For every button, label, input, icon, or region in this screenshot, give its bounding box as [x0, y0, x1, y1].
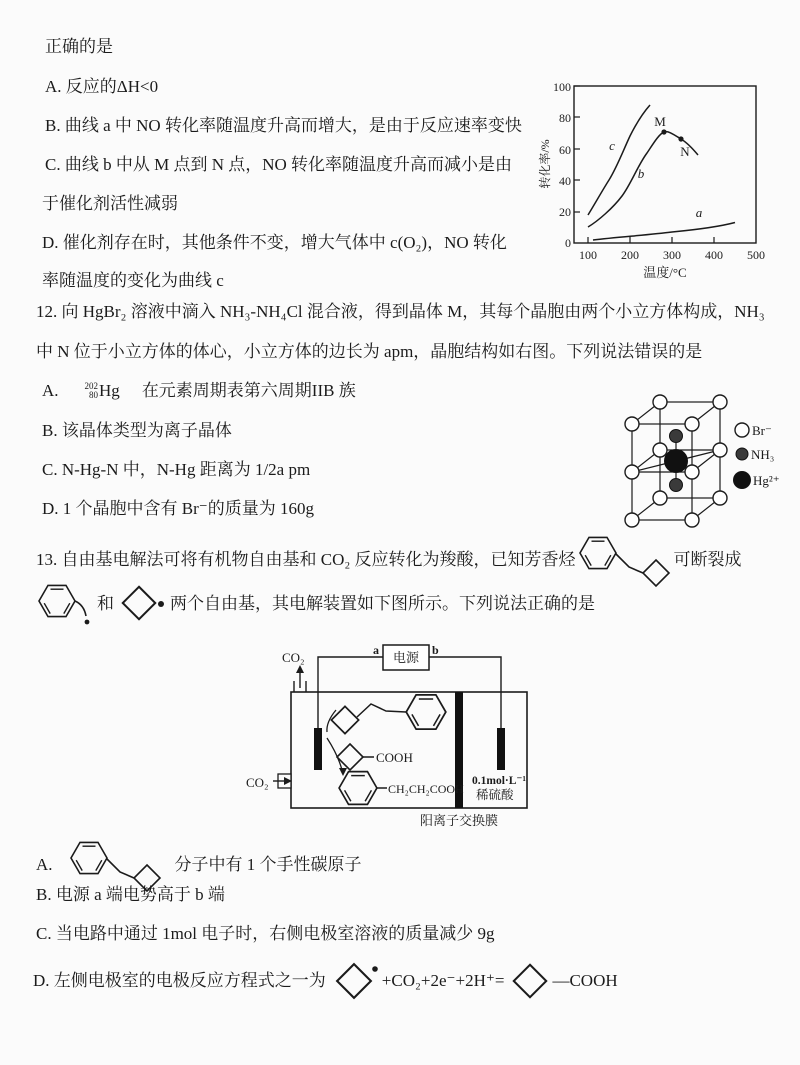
cyclobutyl-radical-structure	[114, 581, 170, 627]
molecule-arene	[331, 695, 445, 734]
isotope-symbol: Hg	[99, 381, 120, 401]
point-N-label: N	[680, 144, 690, 159]
svg-text:300: 300	[663, 248, 681, 262]
svg-text:40: 40	[559, 174, 571, 188]
curve-c	[588, 105, 650, 215]
molecule-phenyl-propanoic	[339, 772, 464, 805]
q13-a-text: 分子中有 1 个手性碳原子	[174, 855, 362, 875]
electrolysis-diagram	[240, 640, 575, 840]
legend-nh3-label: NH₃	[751, 447, 775, 462]
acid-name-label: 稀硫酸	[476, 788, 514, 802]
optD-product-structure	[508, 958, 552, 1004]
legend-nh3-icon	[736, 448, 748, 460]
svg-text:400: 400	[705, 248, 723, 262]
q12-option-a	[42, 379, 356, 403]
co2-outlet-arrowhead	[296, 665, 304, 673]
x-tick-labels	[579, 248, 765, 262]
nh3-atom-top	[670, 430, 683, 443]
point-N-dot	[678, 136, 683, 141]
q13-line2-post: 两个自由基，其电解装置如下图所示。下列说法正确的是	[170, 594, 595, 614]
legend-hg-label: Hg²⁺	[753, 473, 780, 488]
point-M-label: M	[654, 114, 666, 129]
right-electrode	[497, 728, 505, 770]
q13-and: 和	[97, 594, 114, 614]
hg-atom	[664, 449, 688, 473]
hg-isotope	[85, 380, 120, 401]
svg-text:60: 60	[559, 143, 571, 157]
q13-option-c: C. 当电路中通过 1mol 电子时，右侧电极室溶液的质量减少 9g	[36, 924, 495, 943]
wire-left	[318, 657, 383, 730]
chart-xlabel: 温度/°C	[643, 265, 687, 280]
q11-option-b: B. 曲线 a 中 NO 转化率随温度升高而增大，是由于反应速率变快	[45, 116, 522, 135]
curve-a-label: a	[695, 205, 703, 220]
q11-option-a: A. 反应的ΔH<0	[45, 77, 159, 96]
q11-option-c-line1: C. 曲线 b 中从 M 点到 N 点，NO 转化率随温度升高而减小是由	[45, 155, 513, 174]
isotope-number: 80	[89, 390, 99, 400]
q12-a-text: 在元素周期表第六周期IIB 族	[141, 381, 356, 401]
svg-text:200: 200	[621, 248, 639, 262]
q11-option-c-line2: 于催化剂活性减弱	[42, 194, 178, 213]
q13-a-label: A.	[36, 855, 53, 875]
chart-ylabel: 转化率/%	[538, 139, 552, 189]
svg-text:0: 0	[565, 236, 571, 250]
terminal-b-label: b	[432, 643, 439, 657]
q12-option-d: D. 1 个晶胞中含有 Br⁻的质量为 160g	[42, 499, 314, 518]
q12-a-label: A.	[42, 381, 59, 401]
q12-line1: 12. 向 HgBr₂ 溶液中滴入 NH₃-NH₄Cl 混合液，得到晶体 M，其每个晶胞由两个小立方体构成，NH₃	[36, 302, 765, 321]
membrane-label: 阳离子交换膜	[419, 813, 499, 828]
q12-option-b: B. 该晶体类型为离子晶体	[42, 421, 232, 440]
nh3-atom-bottom	[670, 479, 683, 492]
cooh-label: COOH	[376, 750, 413, 765]
svg-text:100: 100	[553, 80, 571, 94]
q13-d-cooh: —COOH	[552, 971, 618, 991]
chain-cooh-label: CH₂CH₂COOH	[388, 782, 464, 796]
q13-option-b: B. 电源 a 端电势高于 b 端	[36, 885, 225, 904]
legend-hg-icon	[733, 471, 751, 489]
molecule-cyclobutane-cooh	[337, 744, 413, 770]
crystal-cell-diagram	[612, 390, 800, 530]
co2-inlet-label: CO₂	[246, 775, 269, 790]
terminal-a-label: a	[373, 643, 379, 657]
svg-text:20: 20	[559, 205, 571, 219]
q11-option-d-line1: D. 催化剂存在时，其他条件不变，增大气体中 c(O₂)，NO 转化	[42, 233, 507, 252]
q12-line2: 中 N 位于小立方体的体心，小立方体的边长为 apm，晶胞结构如右图。下列说法错误的是	[36, 342, 703, 361]
power-supply-label: 电源	[392, 650, 420, 665]
plot-frame	[574, 86, 756, 243]
optD-radical-structure	[332, 957, 382, 1005]
q13-d-equation: +CO₂+2e⁻+2H⁺=	[381, 971, 505, 991]
svg-text:500: 500	[747, 248, 765, 262]
q13-line1-post: 可断裂成	[673, 550, 742, 570]
curve-c-label: c	[609, 138, 615, 153]
benzyl-radical-structure	[33, 579, 97, 629]
point-M-dot	[661, 129, 666, 134]
q13-option-d	[33, 955, 618, 1007]
q12-option-c: C. N-Hg-N 中，N-Hg 距离为 1/2a pm	[42, 460, 311, 479]
y-tick-marks	[574, 86, 580, 212]
wire-right	[429, 657, 501, 730]
conversion-rate-chart	[538, 76, 798, 290]
y-tick-labels	[553, 80, 571, 250]
q13-line2	[33, 578, 595, 630]
curve-b-label: b	[637, 166, 645, 181]
q11-option-d-line2: 率随温度的变化为曲线 c	[42, 271, 224, 290]
legend-br-label: Br⁻	[752, 423, 772, 438]
co2-outlet-label: CO₂	[282, 650, 305, 665]
left-electrode	[314, 728, 322, 770]
q13-d-pre: D. 左侧电极室的电极反应方程式之一为	[33, 971, 326, 991]
q11-prompt: 正确的是	[45, 37, 113, 56]
isotope-mass: 202	[84, 380, 99, 391]
q13-line1-pre: 13. 自由基电解法可将有机物自由基和 CO₂ 反应转化为羧酸，已知芳香烃	[36, 550, 576, 570]
svg-text:80: 80	[559, 111, 571, 125]
legend-br-icon	[735, 423, 749, 437]
svg-text:100: 100	[579, 248, 597, 262]
acid-conc-label: 0.1mol·L⁻¹	[472, 775, 526, 787]
